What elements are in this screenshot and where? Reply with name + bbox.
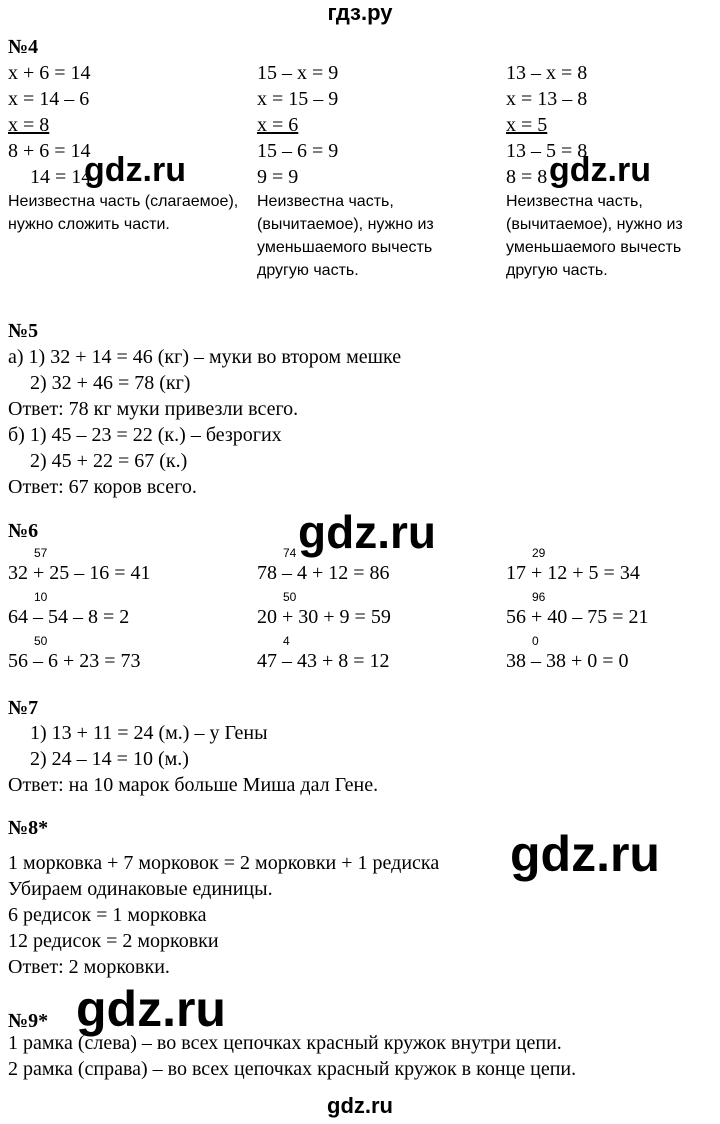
answer-line: Ответ: на 10 марок больше Миша дал Гене. <box>8 774 379 796</box>
intermediate-result: 29 <box>532 546 546 560</box>
watermark: gdz.ru <box>510 826 660 882</box>
solution-line: 2 рамка (справа) – во всех цепочках красный кружок в конце цепи. <box>8 1058 577 1080</box>
equation-line: x + 6 = 14 <box>8 62 91 84</box>
solution-line: а) 1) 32 + 14 = 46 (кг) – муки во втором мешке <box>8 346 402 368</box>
watermark: gdz.ru <box>76 981 226 1037</box>
task4-note: Неизвестна часть (слагаемое), нужно сложить части. <box>8 193 239 233</box>
solution-line: 1) 13 + 11 = 24 (м.) – у Гены <box>30 722 268 744</box>
site-footer: gdz.ru <box>327 1093 393 1118</box>
expression: 17 + 12 + 5 = 34 <box>506 562 640 584</box>
solution-line: 1 рамка (слева) – во всех цепочках красный кружок внутри цепи. <box>8 1032 562 1054</box>
expression: 32 + 25 – 16 = 41 <box>8 562 151 584</box>
task7-solution <box>8 720 378 798</box>
watermark: gdz.ru <box>298 506 436 558</box>
equation-answer: x = 6 <box>257 114 299 136</box>
watermark: gdz.ru <box>84 151 186 189</box>
intermediate-result: 74 <box>283 546 297 560</box>
site-header: гдз.ру <box>327 0 393 25</box>
task4-column-1 <box>8 60 239 236</box>
expression: 64 – 54 – 8 = 2 <box>8 606 130 628</box>
solution-line: 2) 32 + 46 = 78 (кг) <box>30 372 191 394</box>
equation-answer: x = 8 <box>8 114 50 136</box>
equation-line: 13 – x = 8 <box>506 62 588 84</box>
intermediate-result: 57 <box>34 546 48 560</box>
solution-line: 2) 24 – 14 = 10 (м.) <box>30 748 189 770</box>
expression-cell <box>8 590 228 630</box>
intermediate-result: 0 <box>532 634 539 648</box>
expression-cell <box>257 634 477 674</box>
solution-line: 6 редисок = 1 морковка <box>8 904 207 926</box>
task4-title: №4 <box>8 36 39 58</box>
equation-check: 8 = 8 <box>506 166 548 188</box>
task4-column-2 <box>257 60 477 282</box>
equation-check: 9 = 9 <box>257 166 299 188</box>
intermediate-result: 50 <box>34 634 48 648</box>
expression: 47 – 43 + 8 = 12 <box>257 650 390 672</box>
expression-cell <box>506 634 720 674</box>
answer-line: Ответ: 78 кг муки привезли всего. <box>8 398 299 420</box>
equation-line: x = 15 – 9 <box>257 88 339 110</box>
equation-line: x = 13 – 8 <box>506 88 588 110</box>
equation-check: 14 = 14 <box>30 166 92 188</box>
task4-note: Неизвестна часть, (вычитаемое), нужно из уменьшаемого вычесть другую часть. <box>506 193 683 279</box>
intermediate-result: 4 <box>283 634 290 648</box>
task6-title: №6 <box>8 520 39 542</box>
task9-title: №9* <box>8 1010 49 1032</box>
equation-check: 15 – 6 = 9 <box>257 140 339 162</box>
solution-line: 12 редисок = 2 морковки <box>8 930 219 952</box>
expression-cell <box>257 590 477 630</box>
equation-line: 15 – x = 9 <box>257 62 339 84</box>
solution-line: Убираем одинаковые единицы. <box>8 878 273 900</box>
intermediate-result: 96 <box>532 590 546 604</box>
expression-cell <box>506 590 720 630</box>
answer-line: Ответ: 67 коров всего. <box>8 476 197 498</box>
expression: 38 – 38 + 0 = 0 <box>506 650 629 672</box>
task8-title: №8* <box>8 817 49 839</box>
task4-note: Неизвестна часть, (вычитаемое), нужно из уменьшаемого вычесть другую часть. <box>257 193 434 279</box>
task9-solution <box>8 1030 576 1082</box>
expression: 56 – 6 + 23 = 73 <box>8 650 141 672</box>
equation-line: x = 14 – 6 <box>8 88 90 110</box>
equation-answer: x = 5 <box>506 114 548 136</box>
intermediate-result: 50 <box>283 590 297 604</box>
expression: 78 – 4 + 12 = 86 <box>257 562 390 584</box>
solution-line: б) 1) 45 – 23 = 22 (к.) – безрогих <box>8 424 282 446</box>
expression: 56 + 40 – 75 = 21 <box>506 606 649 628</box>
task7-title: №7 <box>8 697 39 719</box>
equation-check: 8 + 6 = 14 <box>8 140 91 162</box>
expression-cell <box>8 546 228 586</box>
expression: 20 + 30 + 9 = 59 <box>257 606 391 628</box>
task5-title: №5 <box>8 320 39 342</box>
expression-cell <box>506 546 720 586</box>
task8-solution <box>8 850 439 980</box>
intermediate-result: 10 <box>34 590 48 604</box>
task5-solution <box>8 344 401 500</box>
solution-line: 2) 45 + 22 = 67 (к.) <box>30 450 188 472</box>
expression-cell <box>8 634 228 674</box>
answer-line: Ответ: 2 морковки. <box>8 956 170 978</box>
watermark: gdz.ru <box>549 151 651 189</box>
solution-line: 1 морковка + 7 морковок = 2 морковки + 1 редиска <box>8 852 440 874</box>
equation-check: 13 – 5 = 8 <box>506 140 588 162</box>
